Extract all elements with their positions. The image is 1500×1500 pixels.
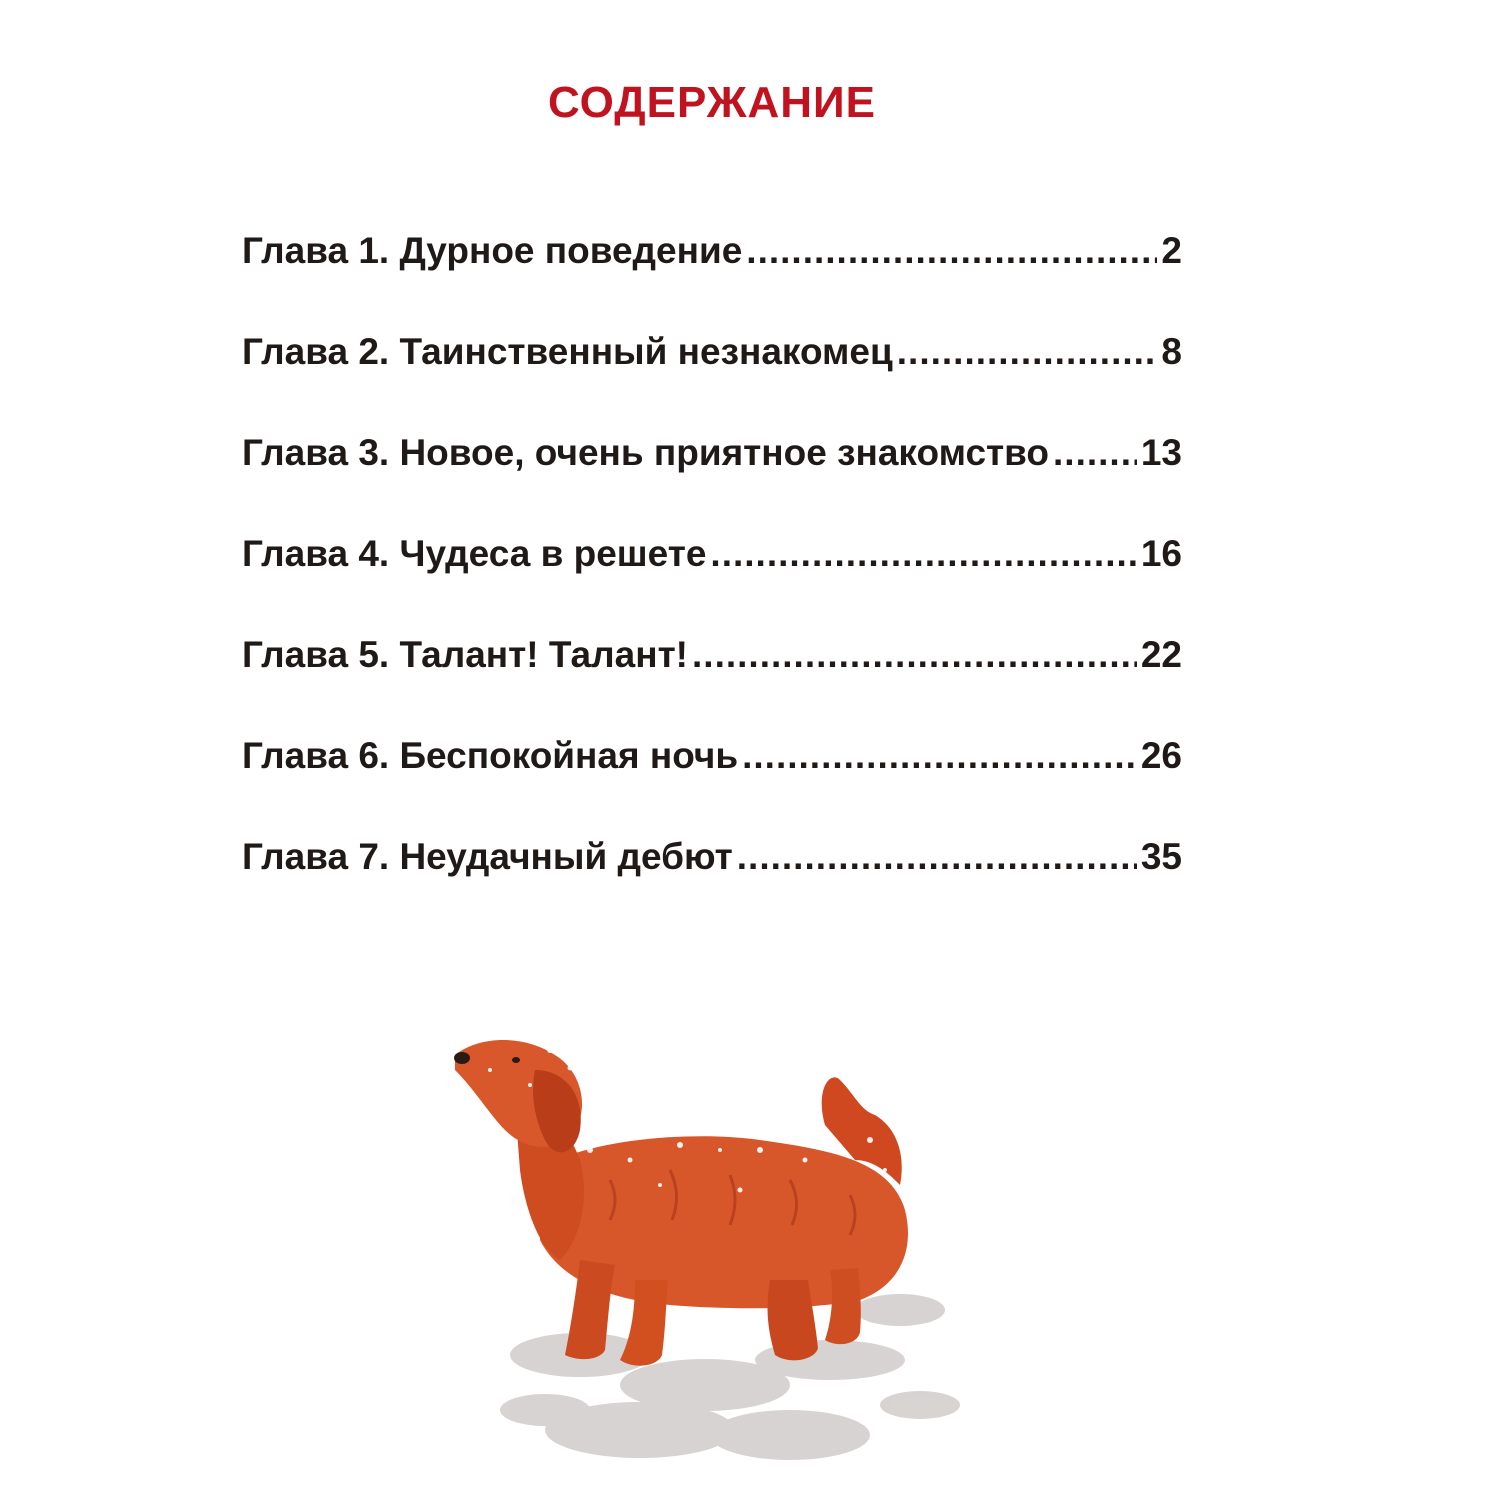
toc-entry-7[interactable] <box>242 836 1182 937</box>
toc-entry-page: 8 <box>1161 331 1182 372</box>
dog <box>454 1040 908 1366</box>
red-dog-illustration <box>430 1010 990 1490</box>
toc-entry-page: 16 <box>1140 533 1182 574</box>
toc-entry-label: Глава 5. Талант! Талант! <box>242 634 689 675</box>
toc-entry-page: 2 <box>1161 230 1182 271</box>
table-of-contents <box>242 230 1182 937</box>
dot-leader <box>1053 432 1137 474</box>
toc-entry-label: Глава 7. Неудачный дебют <box>242 836 733 877</box>
toc-entry-label: Глава 4. Чудеса в решете <box>242 533 707 574</box>
toc-entry-label: Глава 1. Дурное поведение <box>242 230 743 271</box>
dot-leader <box>742 735 1137 777</box>
toc-entry-2[interactable] <box>242 331 1182 432</box>
toc-entry-6[interactable] <box>242 735 1182 836</box>
page-title: СОДЕРЖАНИЕ <box>547 78 877 127</box>
toc-entry-1[interactable] <box>242 230 1182 331</box>
toc-entry-page: 26 <box>1140 735 1182 776</box>
paving-stones <box>500 1294 960 1460</box>
toc-entry-3[interactable] <box>242 432 1182 533</box>
dot-leader <box>737 836 1137 878</box>
toc-entry-label: Глава 6. Беспокойная ночь <box>242 735 739 776</box>
toc-entry-4[interactable] <box>242 533 1182 634</box>
toc-entry-page: 22 <box>1140 634 1182 675</box>
toc-entry-page: 13 <box>1140 432 1182 473</box>
toc-entry-5[interactable] <box>242 634 1182 735</box>
dot-leader <box>710 533 1136 575</box>
dot-leader <box>746 230 1157 272</box>
dot-leader <box>692 634 1137 676</box>
toc-entry-label: Глава 2. Таинственный незнакомец <box>242 331 893 372</box>
toc-entry-page: 35 <box>1140 836 1182 877</box>
dot-leader <box>897 331 1158 373</box>
toc-entry-label: Глава 3. Новое, очень приятное знакомство <box>242 432 1050 473</box>
